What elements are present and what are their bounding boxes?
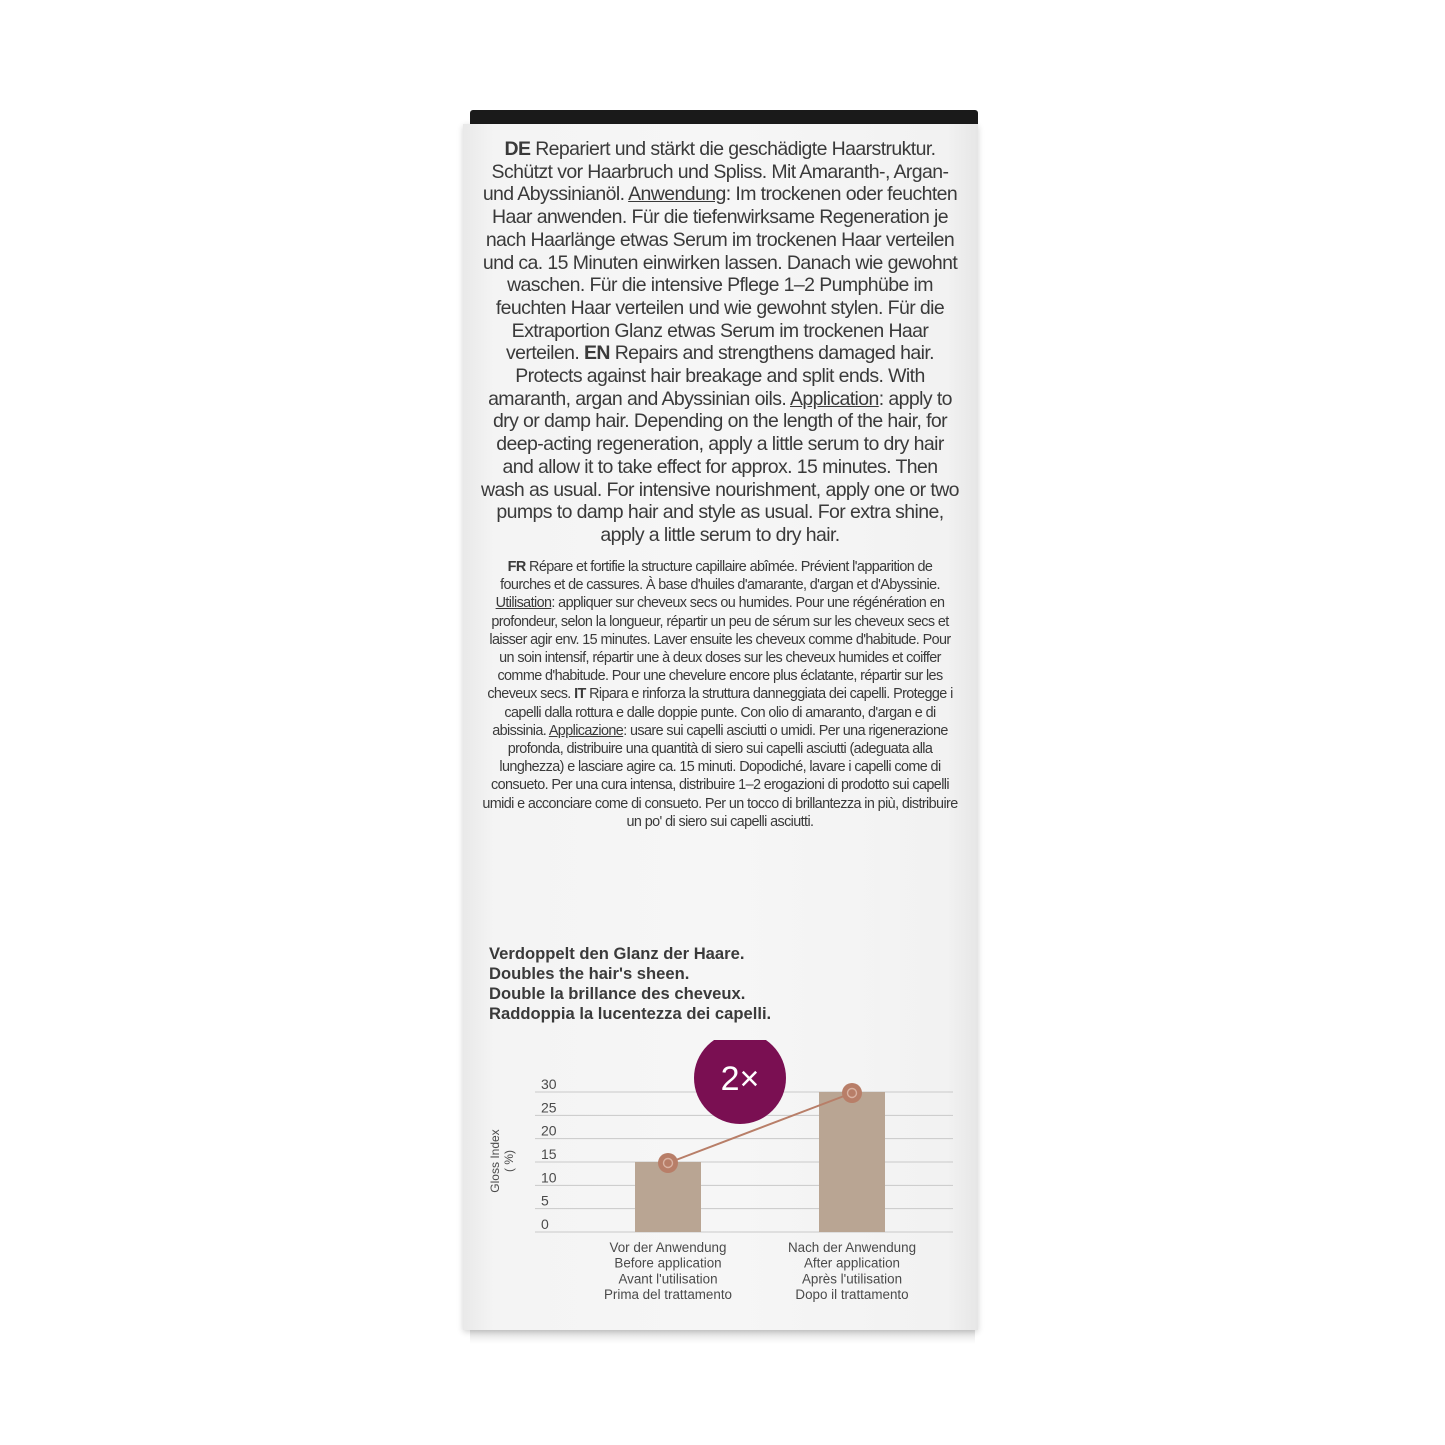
x-category-label: Avant l'utilisation (618, 1271, 718, 1287)
y-axis-label-line: ( %) (502, 1150, 516, 1172)
y-tick-label: 5 (541, 1192, 549, 1209)
text-de-application: Anwendung (628, 183, 726, 206)
claim-it: Raddoppia la lucentezza dei capelli. (489, 1004, 772, 1023)
y-tick-label: 0 (541, 1216, 549, 1232)
x-category-label: Après l'utilisation (801, 1271, 903, 1287)
description-fr-it (482, 558, 958, 831)
lang-code-de: DE (504, 138, 531, 160)
text-de-2: : Im trockenen oder feuchten Haar anwenden. Für die tiefenwirksame Regeneration je nach Haarlänge etwas Serum im trockenen Haar verteilen und ca. 15 Minuten einwirken lassen. Danach wie gewohnt waschen. Für die intensive Pflege 1–2 Pumphübe im feuchten Haar verteilen und wie gewohnt stylen. Für die Extraportion Glanz etwas Serum im trockenen Haar verteilen. (482, 183, 958, 365)
box-shadow (470, 1330, 975, 1344)
badge-2x-label: 2× (720, 1060, 760, 1098)
text-it-1: Ripara e rinforza la struttura danneggiata dei capelli. Protegge i capelli dalla rottura e dalle doppie punte. Con olio di amaranto, d'argan e di abissinia. (492, 686, 953, 739)
x-category-label: Nach der Anwendung (787, 1240, 917, 1255)
bar (819, 1092, 885, 1232)
gloss-chart (463, 1040, 963, 1310)
y-axis-label-line: Gloss Index (488, 1129, 502, 1193)
claims-block (489, 944, 929, 1024)
text-de-1: Repariert und stärkt die geschädigte Haarstruktur. Schützt vor Haarbruch und Spliss. Mit Amaranth-, Argan- und Abyssinianöl. (482, 138, 949, 206)
claim-de: Verdoppelt den Glanz der Haare. (489, 944, 745, 963)
text-fr-application: Utilisation (495, 595, 552, 612)
lang-code-it: IT (574, 686, 586, 703)
x-category-label: After application (803, 1255, 901, 1271)
claim-en: Doubles the hair's sheen. (489, 964, 690, 983)
description-de-en (480, 138, 960, 547)
lang-code-en: EN (583, 342, 610, 365)
y-tick-label: 25 (541, 1099, 557, 1116)
text-fr-1: Répare et fortifie la structure capillaire abîmée. Prévient l'apparition de fourches et de cassures. À base d'huiles d'amarante, d'argan et d'Abyssinie. (500, 559, 940, 594)
x-category-label: Vor der Anwendung (609, 1240, 727, 1255)
data-point-marker (658, 1153, 678, 1173)
y-axis-label (488, 1129, 516, 1192)
text-en-2: : apply to dry or damp hair. Depending on the length of the hair, for deep-acting regeneration, apply a little serum to dry hair and allow it to take effect for approx. 15 minutes. Then wash as usual. For intensive nourishment, apply one or two pumps to damp hair and style as usual. For extra shine, apply a little serum to dry hair. (481, 387, 959, 546)
y-tick-label: 15 (541, 1146, 557, 1162)
data-point-marker (842, 1083, 862, 1103)
y-tick-label: 30 (541, 1076, 557, 1092)
text-en-1: Repairs and strengthens damaged hair. Protects against hair breakage and split ends. With amaranth, argan and Abyssinian oils. (488, 342, 934, 410)
text-it-2: : usare sui capelli asciutti o umidi. Per una rigenerazione profonda, distribuire una quantità di siero sui capelli asciutti (adeguata alla lunghezza) e lasciare agire ca. 15 minuti. Dopodiché, lavare i capelli come di consueto. Per una cura intensa, distribuire 1–2 erogazioni di prodotto sui capelli umidi e acconciare come di consueto. Per un tocco di brillantezza in più, distribuire un po' di siero sui capelli asciutti. (482, 722, 958, 830)
text-it-application: Applicazione (548, 722, 624, 739)
lang-code-fr: FR (507, 559, 526, 575)
y-tick-label: 20 (541, 1122, 557, 1139)
y-tick-label: 10 (541, 1169, 557, 1186)
text-fr-2: : appliquer sur cheveux secs ou humides. Pour une régénération en profondeur, selon la longueur, répartir un peu de sérum sur les cheveux secs et laisser agir env. 15 minutes. Laver ensuite les cheveux comme d'habitude. Pour un soin intensif, répartir une à deux doses sur les cheveux humides et coiffer comme d'habitude. Pour une chevelure encore plus éclatante, répartir sur les cheveux secs. (487, 595, 951, 703)
text-en-application: Application (789, 387, 879, 410)
x-category-label: Dopo il trattamento (795, 1287, 909, 1303)
x-category-label: Prima del trattamento (603, 1287, 733, 1303)
claim-fr: Double la brillance des cheveux. (489, 984, 746, 1003)
x-category-label: Before application (614, 1255, 722, 1271)
